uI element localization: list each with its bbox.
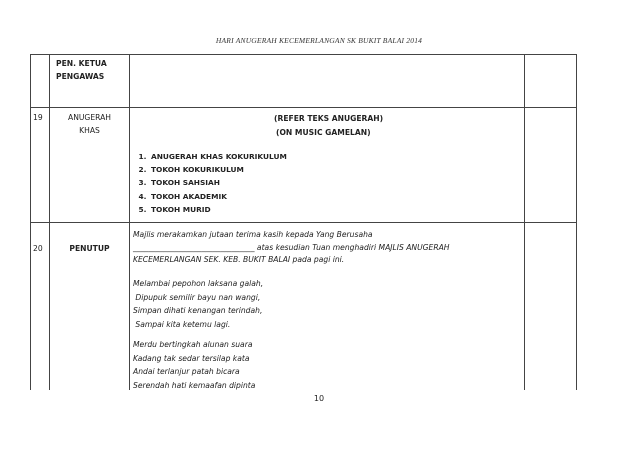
award-item: 4. TOKOH AKADEMIK [149,190,287,203]
page-header: HARI ANUGERAH KECEMERLANGAN SK BUKIT BALAI 2014 [215,36,423,45]
row19-label-line1: ANUGERAH [68,113,111,122]
verse-line: Dipupuk semilir bayu nan wangi, [133,292,261,302]
pantun-verse-1 [133,277,263,331]
pantun-verse-2 [133,338,255,392]
closing-paragraph-line3: KECEMERLANGAN SEK. KEB. BUKIT BALAI pada pagi ini. [133,255,345,265]
award-item: 3. TOKOH SAHSIAH [149,176,287,189]
verse-line: Melambai pepohon laksana galah, [133,279,264,288]
row-ketua-label-line2: PENGAWAS [56,71,105,81]
verse-line: Merdu bertingkah alunan suara [133,340,253,349]
verse-line: Serendah hati kemaafan dipinta [133,380,256,390]
row20-label: PENUTUP [69,244,110,253]
award-item: 2. TOKOH KOKURIKULUM [149,163,287,176]
row19-note1: (REFER TEKS ANUGERAH) [274,114,384,123]
closing-paragraph-line2: ________________________________ atas kesudian Tuan menghadiri MAJLIS ANUGERAH [133,242,450,252]
closing-paragraph [133,229,523,267]
verse-line: Simpan dihati kenangan terindah, [133,306,263,315]
award-item: 5. TOKOH MURID [149,203,287,216]
verse-line: Kadang tak sedar tersilap kata [133,353,250,363]
row19-label [50,112,129,137]
award-item: 1. ANUGERAH KHAS KOKURIKULUM [149,150,287,163]
row19-number: 19 [33,113,43,122]
closing-paragraph-line1: Majlis merakamkan jutaan terima kasih kepada Yang Berusaha [133,230,373,239]
row20-number: 20 [33,244,43,253]
verse-line: Sampai kita ketemu lagi. [133,319,231,329]
page-number: 10 [313,394,325,403]
row-ketua-label-line1: PEN. KETUA [56,59,107,68]
row19-note2: (ON MUSIC GAMELAN) [276,128,371,137]
verse-line: Andai terlanjur patah bicara [133,367,240,376]
row-ketua-label [56,58,128,83]
row19-label-line2: KHAS [79,125,100,135]
award-list [136,150,287,216]
